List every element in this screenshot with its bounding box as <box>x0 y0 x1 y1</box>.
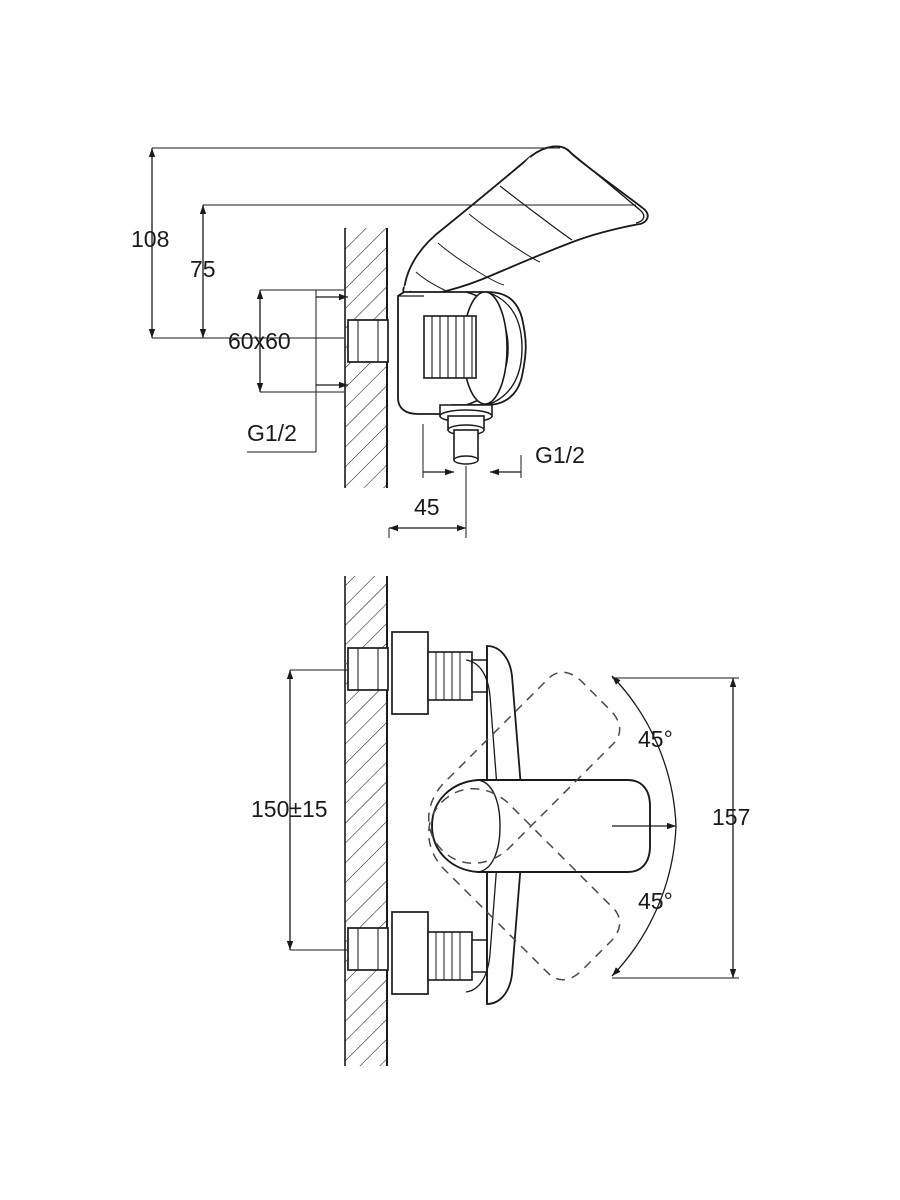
side-elevation-view <box>152 146 648 538</box>
dimension-label-150: 150±15 <box>251 796 328 822</box>
dimension-label-45deg-top: 45° <box>638 726 673 752</box>
outlet-connector-side <box>440 405 492 464</box>
inlet-connector-side <box>348 320 388 362</box>
dimension-label-75: 75 <box>190 256 216 282</box>
dimension-label-g12-left: G1/2 <box>247 420 297 446</box>
mixer-body-side <box>398 292 526 414</box>
dimension-label-60x60: 60x60 <box>228 328 291 354</box>
angle-dimension-arcs <box>612 676 676 976</box>
lever-handle-side <box>403 146 647 301</box>
dimension-label-45deg-bottom: 45° <box>638 888 673 914</box>
dimension-label-45: 45 <box>414 494 440 520</box>
front-elevation-view <box>290 576 739 1066</box>
dimension-label-g12-right: G1/2 <box>535 442 585 468</box>
dimension-label-157: 157 <box>712 804 751 830</box>
dimension-label-108: 108 <box>131 226 170 252</box>
